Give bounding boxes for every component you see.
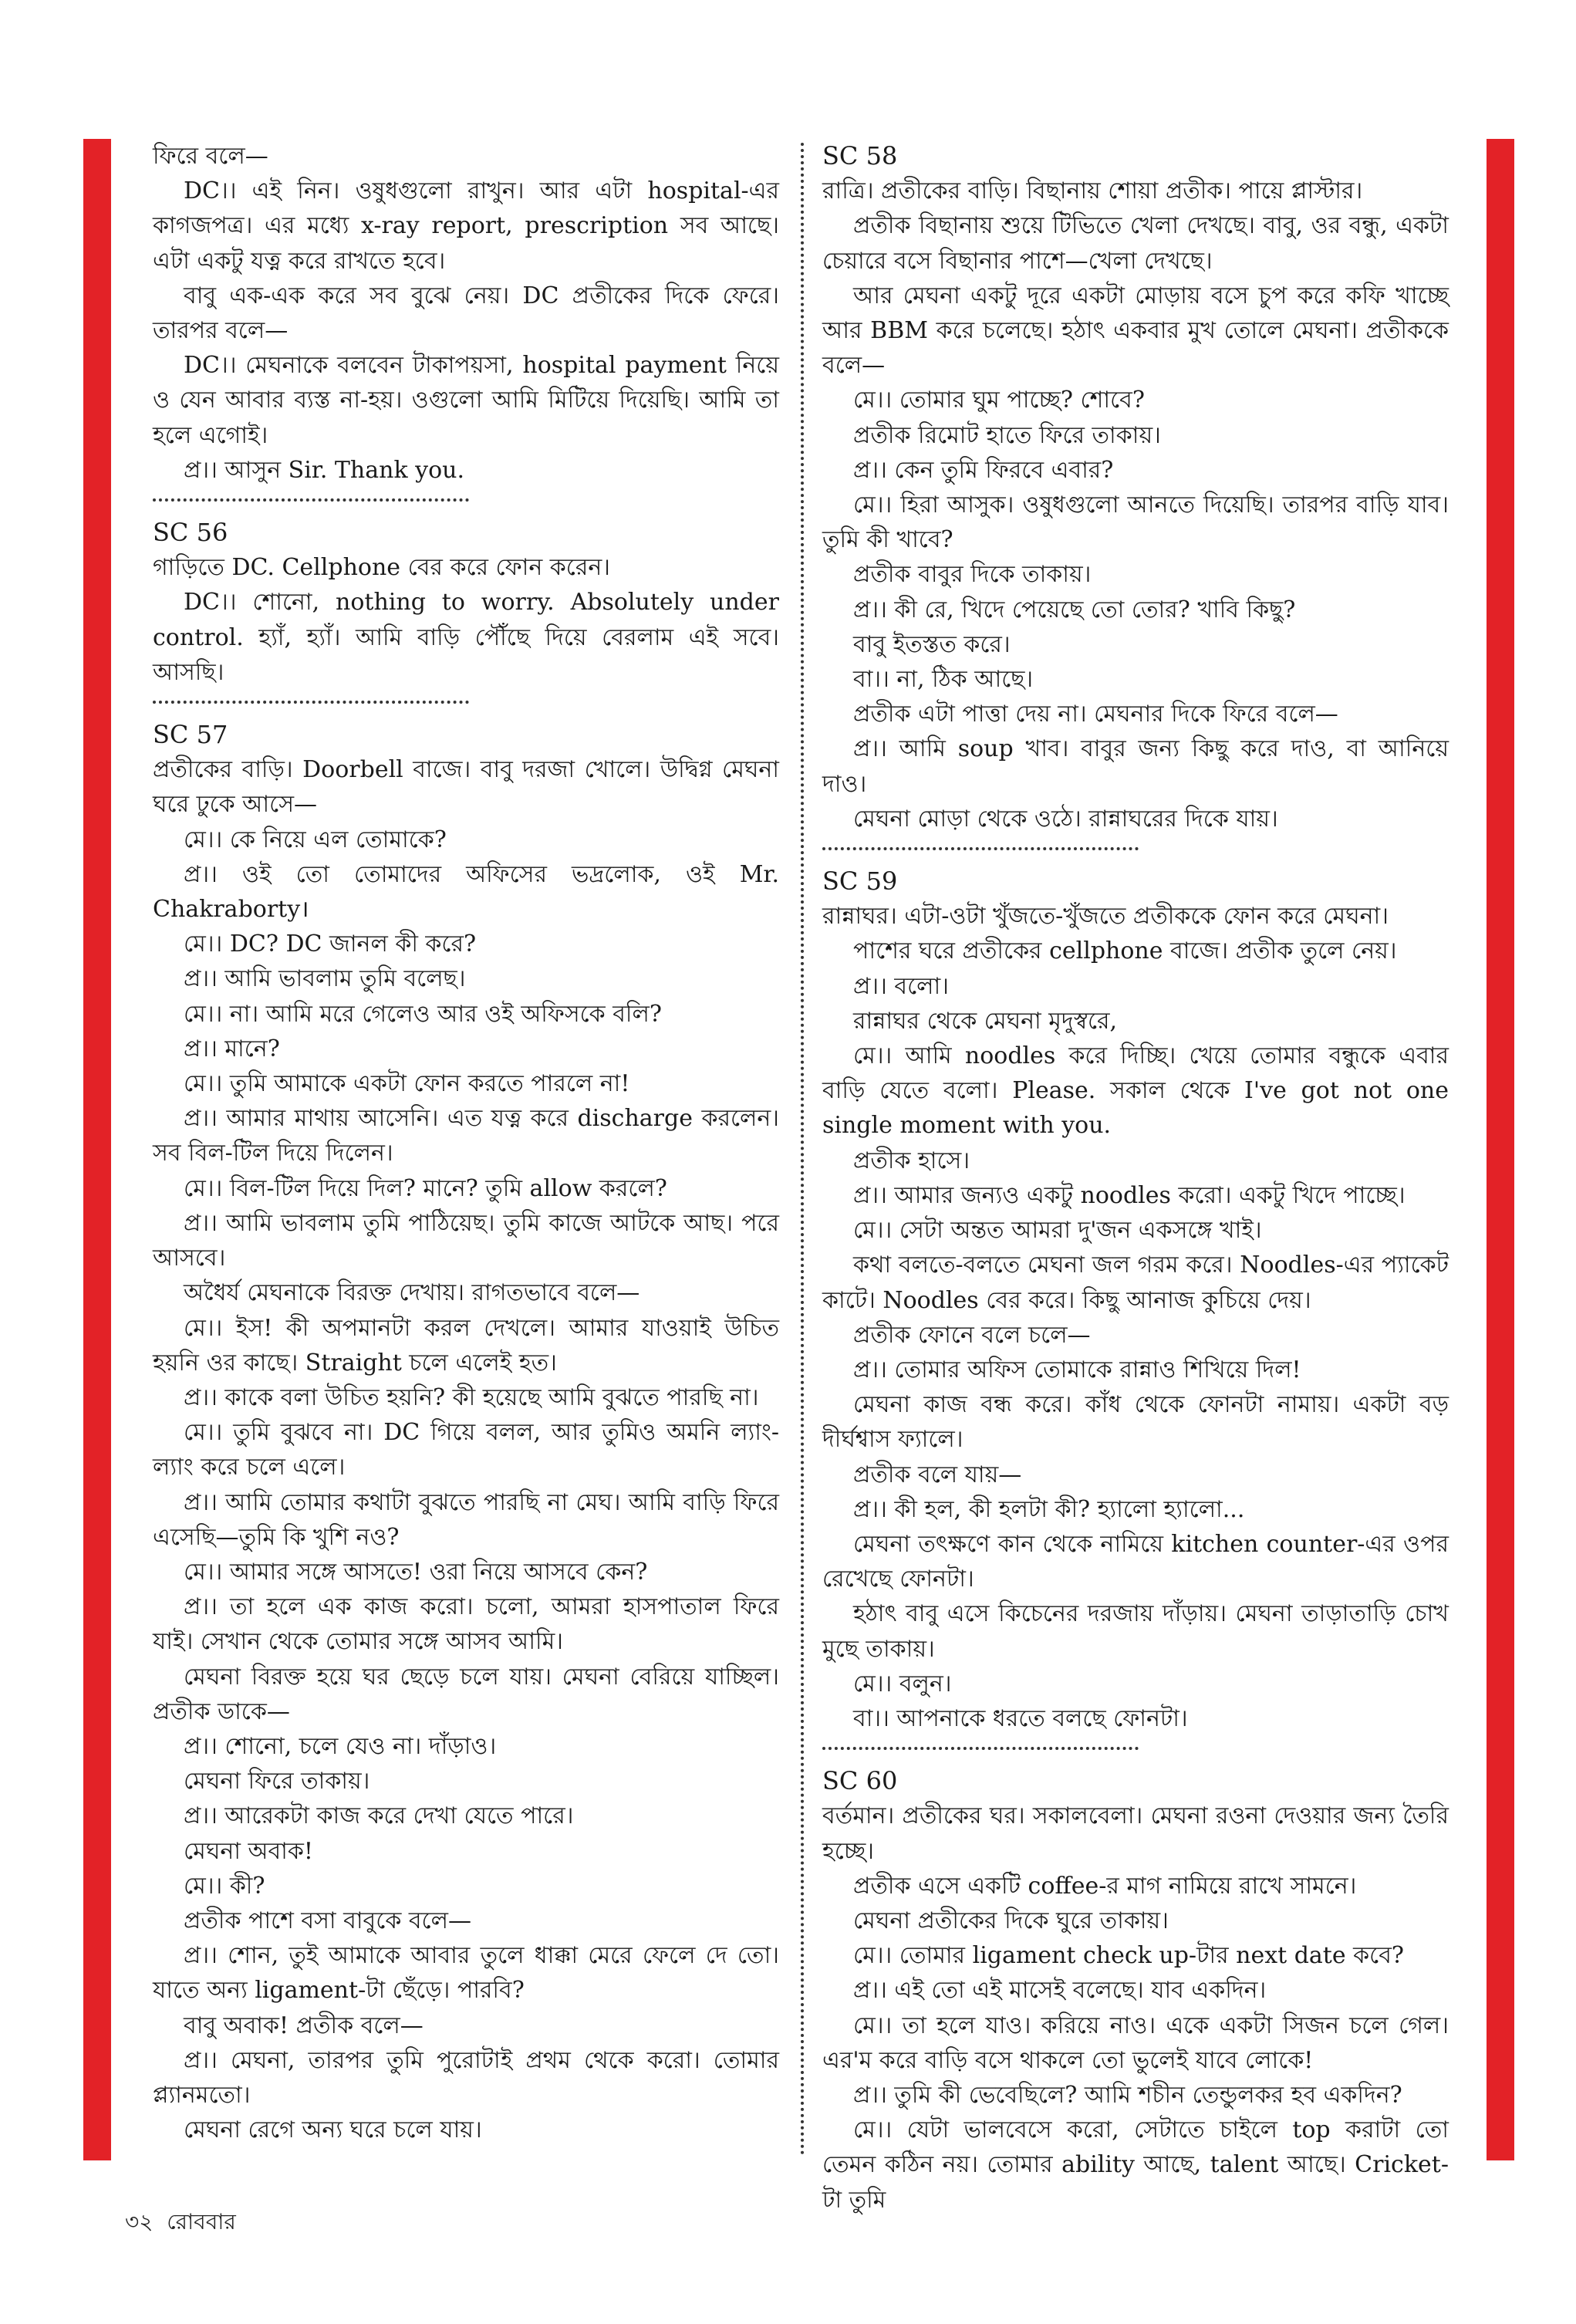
scene-heading: SC 60 [822,1766,898,1796]
script-paragraph: মে।। ইস! কী অপমানটা করল দেখলে। আমার যাওয়াই উচিত হয়নি ওর কাছে। Straight চলে এলেই হত। [153,1314,779,1376]
script-paragraph: মে।। আমি noodles করে দিচ্ছি। খেয়ে তোমার বন্ধুকে এবার বাড়ি যেতে বলো। Please. সকাল থেকে I've got not one single moment with you. [822,1042,1449,1140]
script-paragraph: প্রতীক ফোনে বলে চলে— [853,1321,1091,1349]
script-paragraph: প্র।। আসুন Sir. Thank you. [184,456,465,484]
script-paragraph: মে।। কে নিয়ে এল তোমাকে? [184,826,447,853]
script-paragraph: প্র।। মেঘনা, তারপর তুমি পুরোটাই প্রথম থেকে করো। তোমার প্ল্যানমতো। [153,2046,779,2109]
scene-separator [153,498,469,502]
column-divider [801,143,804,2157]
script-paragraph: প্র।। শোন, তুই আমাকে আবার তুলে ধাক্কা মেরে ফেলে দে তো। যাতে অন্য ligament-টা ছেঁড়ে। পারবি? [153,1942,779,2005]
script-paragraph: মেঘনা বিরক্ত হয়ে ঘর ছেড়ে চলে যায়। মেঘনা বেরিয়ে যাচ্ছিল। প্রতীক ডাকে— [153,1663,779,1725]
script-paragraph: প্রতীক বাবুর দিকে তাকায়। [853,561,1092,589]
script-paragraph: মে।। তা হলে যাও। করিয়ে নাও। একে একটা সিজন চলে গেল। এর'ম করে বাড়ি বসে থাকলে তো ভুলেই যাবে লোকে! [822,2012,1449,2074]
script-paragraph: ফিরে বলে— [153,143,268,170]
script-paragraph: মে।। বলুন। [853,1670,952,1697]
script-paragraph: বা।। আপনাকে ধরতে বলছে ফোনটা। [853,1704,1188,1732]
script-paragraph: প্র।। আমি ভাবলাম তুমি পাঠিয়েছ। তুমি কাজে আটকে আছ। পরে আসবে। [153,1209,779,1272]
script-paragraph: গাড়িতে DC. Cellphone বের করে ফোন করেন। [153,554,610,582]
script-paragraph: মেঘনা প্রতীকের দিকে ঘুরে তাকায়। [853,1907,1169,1934]
script-paragraph: প্রতীক হাসে। [853,1147,970,1174]
script-paragraph: মেঘনা অবাক! [184,1837,313,1865]
script-paragraph: বাবু এক-এক করে সব বুঝে নেয়। DC প্রতীকের দিকে ফেরে। তারপর বলে— [153,282,779,345]
script-paragraph: DC।। মেঘনাকে বলবেন টাকাপয়সা, hospital payment নিয়ে ও যেন আবার ব্যস্ত না-হয়। ওগুলো আমি মিটিয়ে দিয়েছি। আমি তা হলে এগোই। [153,352,779,449]
script-paragraph: কথা বলতে-বলতে মেঘনা জল গরম করে। Noodles-এর প্যাকেট কাটে। Noodles বের করে। কিছু আনাজ কুচিয়ে দেয়। [822,1252,1449,1314]
script-paragraph: মে।। তোমার ligament check up-টার next date কবে? [853,1942,1404,1970]
script-paragraph: হঠাৎ বাবু এসে কিচেনের দরজায় দাঁড়ায়। মেঘনা তাড়াতাড়ি চোখ মুছে তাকায়। [822,1600,1449,1663]
script-paragraph: অধৈর্য মেঘনাকে বিরক্ত দেখায়। রাগতভাবে বলে— [184,1279,640,1307]
magazine-name: রোববার [167,2209,236,2234]
script-paragraph: প্র।। আমার মাথায় আসেনি। এত যত্ন করে discharge করলেন। সব বিল-টিল দিয়ে দিলেন। [153,1105,779,1167]
script-paragraph: মে।। আমার সঙ্গে আসতে! ওরা নিয়ে আসবে কেন? [184,1558,648,1586]
script-paragraph: মে।। যেটা ভালবেসে করো, সেটাতে চাইলে top করাটা তো তেমন কঠিন নয়। তোমার ability আছে, talent আছে। Cricket-টা তুমি [822,2116,1449,2214]
right-text-column [822,139,1449,2218]
script-paragraph: মে।। তুমি আমাকে একটা ফোন করতে পারলে না! [184,1070,630,1098]
script-paragraph: প্রতীক পাশে বসা বাবুকে বলে— [184,1907,471,1934]
script-paragraph: প্র।। বলো। [853,972,949,1000]
script-paragraph: প্রতীকের বাড়ি। Doorbell বাজে। বাবু দরজা খোলে। উদ্বিগ্ন মেঘনা ঘরে ঢুকে আসে— [153,756,779,819]
script-paragraph: প্রতীক রিমোট হাতে ফিরে তাকায়। [853,421,1161,449]
script-paragraph: মে।। তুমি বুঝবে না। DC গিয়ে বলল, আর তুমিও অমনি ল্যাং-ল্যাং করে চলে এলে। [153,1419,779,1481]
script-paragraph: মেঘনা মোড়া থেকে ওঠে। রান্নাঘরের দিকে যায়। [853,805,1278,833]
page-number: ৩২ [125,2209,154,2234]
script-paragraph: মেঘনা কাজ বন্ধ করে। কাঁধ থেকে ফোনটা নামায়। একটা বড় দীর্ঘশ্বাস ফ্যালে। [822,1391,1449,1454]
script-paragraph: মে।। না। আমি মরে গেলেও আর ওই অফিসকে বলি? [184,1000,662,1028]
script-paragraph: মেঘনা তৎক্ষণে কান থেকে নামিয়ে kitchen counter-এর ওপর রেখেছে ফোনটা। [822,1530,1449,1593]
script-paragraph: প্র।। মানে? [184,1035,280,1062]
script-paragraph: রাত্রি। প্রতীকের বাড়ি। বিছানায় শোয়া প্রতীক। পায়ে প্লাস্টার। [822,177,1363,205]
script-paragraph: DC।। শোনো, nothing to worry. Absolutely under control. হ্যাঁ, হ্যাঁ। আমি বাড়ি পৌঁছে দিয়ে বেরলাম এই সবে। আসছি। [153,589,779,686]
script-paragraph: প্র।। তোমার অফিস তোমাকে রান্নাও শিখিয়ে দিল! [853,1356,1301,1383]
scene-separator [822,1747,1139,1750]
page-footer [125,2205,236,2241]
script-paragraph: বাবু অবাক! প্রতীক বলে— [184,2012,424,2039]
script-paragraph: মে।। বিল-টিল দিয়ে দিল? মানে? তুমি allow করলে? [184,1174,667,1202]
script-paragraph: প্র।। কাকে বলা উচিত হয়নি? কী হয়েছে আমি বুঝতে পারছি না। [184,1383,759,1411]
scene-heading: SC 59 [822,866,898,897]
script-paragraph: মেঘনা ফিরে তাকায়। [184,1768,370,1795]
script-paragraph: মে।। তোমার ঘুম পাচ্ছে? শোবে? [853,387,1145,414]
left-text-column [153,139,779,2147]
script-paragraph: প্রতীক এটা পাত্তা দেয় না। মেঘনার দিকে ফিরে বলে— [853,701,1338,728]
script-paragraph: বাবু ইতস্তত করে। [853,630,1011,658]
left-accent-bar [83,139,111,2160]
script-paragraph: প্র।। তুমি কী ভেবেছিলে? আমি শচীন তেন্ডুলকর হব একদিন? [853,2081,1402,2109]
scene-separator [153,701,469,704]
scene-separator [822,847,1139,850]
scene-heading: SC 57 [153,720,228,750]
script-paragraph: প্রতীক এসে একটি coffee-র মাগ নামিয়ে রাখে সামনে। [853,1872,1357,1900]
script-paragraph: প্র।। আমি soup খাব। বাবুর জন্য কিছু করে দাও, বা আনিয়ে দাও। [822,735,1449,798]
script-paragraph: আর মেঘনা একটু দূরে একটা মোড়ায় বসে চুপ করে কফি খাচ্ছে আর BBM করে চলেছে। হঠাৎ একবার মুখ তোলে মেঘনা। প্রতীককে বলে— [822,282,1449,380]
script-paragraph: প্র।। কী হল, কী হলটা কী? হ্যালো হ্যালো... [853,1495,1245,1523]
script-paragraph: প্র।। আমার জন্যও একটু noodles করো। একটু খিদে পাচ্ছে। [853,1181,1406,1209]
script-paragraph: প্র।। কী রে, খিদে পেয়েছে তো তোর? খাবি কিছু? [853,596,1296,623]
script-paragraph: রান্নাঘর থেকে মেঘনা মৃদুস্বরে, [853,1007,1118,1035]
script-paragraph: প্রতীক বিছানায় শুয়ে টিভিতে খেলা দেখছে। বাবু, ওর বন্ধু, একটা চেয়ারে বসে বিছানার পাশে—খেলা দেখছে। [822,212,1449,275]
script-paragraph: বর্তমান। প্রতীকের ঘর। সকালবেলা। মেঘনা রওনা দেওয়ার জন্য তৈরি হচ্ছে। [822,1802,1449,1865]
script-paragraph: বা।। না, ঠিক আছে। [853,666,1034,694]
script-paragraph: প্র।। কেন তুমি ফিরবে এবার? [853,456,1114,484]
scene-heading: SC 58 [822,141,898,171]
script-paragraph: প্র।। আমি ভাবলাম তুমি বলেছ। [184,965,466,993]
script-paragraph: মে।। DC? DC জানল কী করে? [184,931,477,958]
script-paragraph: মে।। কী? [184,1872,265,1900]
script-paragraph: মে।। সেটা অন্তত আমরা দু'জন একসঙ্গে খাই। [853,1217,1262,1245]
scene-heading: SC 56 [153,518,228,548]
script-paragraph: প্র।। আমি তোমার কথাটা বুঝতে পারছি না মেঘ। আমি বাড়ি ফিরে এসেছি—তুমি কি খুশি নও? [153,1488,779,1551]
script-paragraph: প্রতীক বলে যায়— [853,1461,1022,1488]
script-paragraph: মেঘনা রেগে অন্য ঘরে চলে যায়। [184,2116,482,2144]
script-paragraph: প্র।। তা হলে এক কাজ করো। চলো, আমরা হাসপাতাল ফিরে যাই। সেখান থেকে তোমার সঙ্গে আসব আমি। [153,1593,779,1656]
script-paragraph: প্র।। শোনো, চলে যেও না। দাঁড়াও। [184,1732,497,1760]
script-paragraph: রান্নাঘর। এটা-ওটা খুঁজতে-খুঁজতে প্রতীককে ফোন করে মেঘনা। [822,903,1389,931]
script-paragraph: প্র।। আরেকটা কাজ করে দেখা যেতে পারে। [184,1802,574,1830]
script-paragraph: DC।। এই নিন। ওষুধগুলো রাখুন। আর এটা hospital-এর কাগজপত্র। এর মধ্যে x-ray report, prescription সব আছে। এটা একটু যত্ন করে রাখতে হবে। [153,177,779,275]
script-paragraph: পাশের ঘরে প্রতীকের cellphone বাজে। প্রতীক তুলে নেয়। [853,937,1397,965]
script-paragraph: প্র।। এই তো এই মাসেই বলেছে। যাব একদিন। [853,1977,1267,2005]
script-paragraph: প্র।। ওই তো তোমাদের অফিসের ভদ্রলোক, ওই Mr. Chakraborty। [153,860,779,924]
right-accent-bar [1487,139,1514,2160]
script-paragraph: মে।। হিরা আসুক। ওষুধগুলো আনতে দিয়েছি। তারপর বাড়ি যাব। তুমি কী খাবে? [822,491,1449,554]
